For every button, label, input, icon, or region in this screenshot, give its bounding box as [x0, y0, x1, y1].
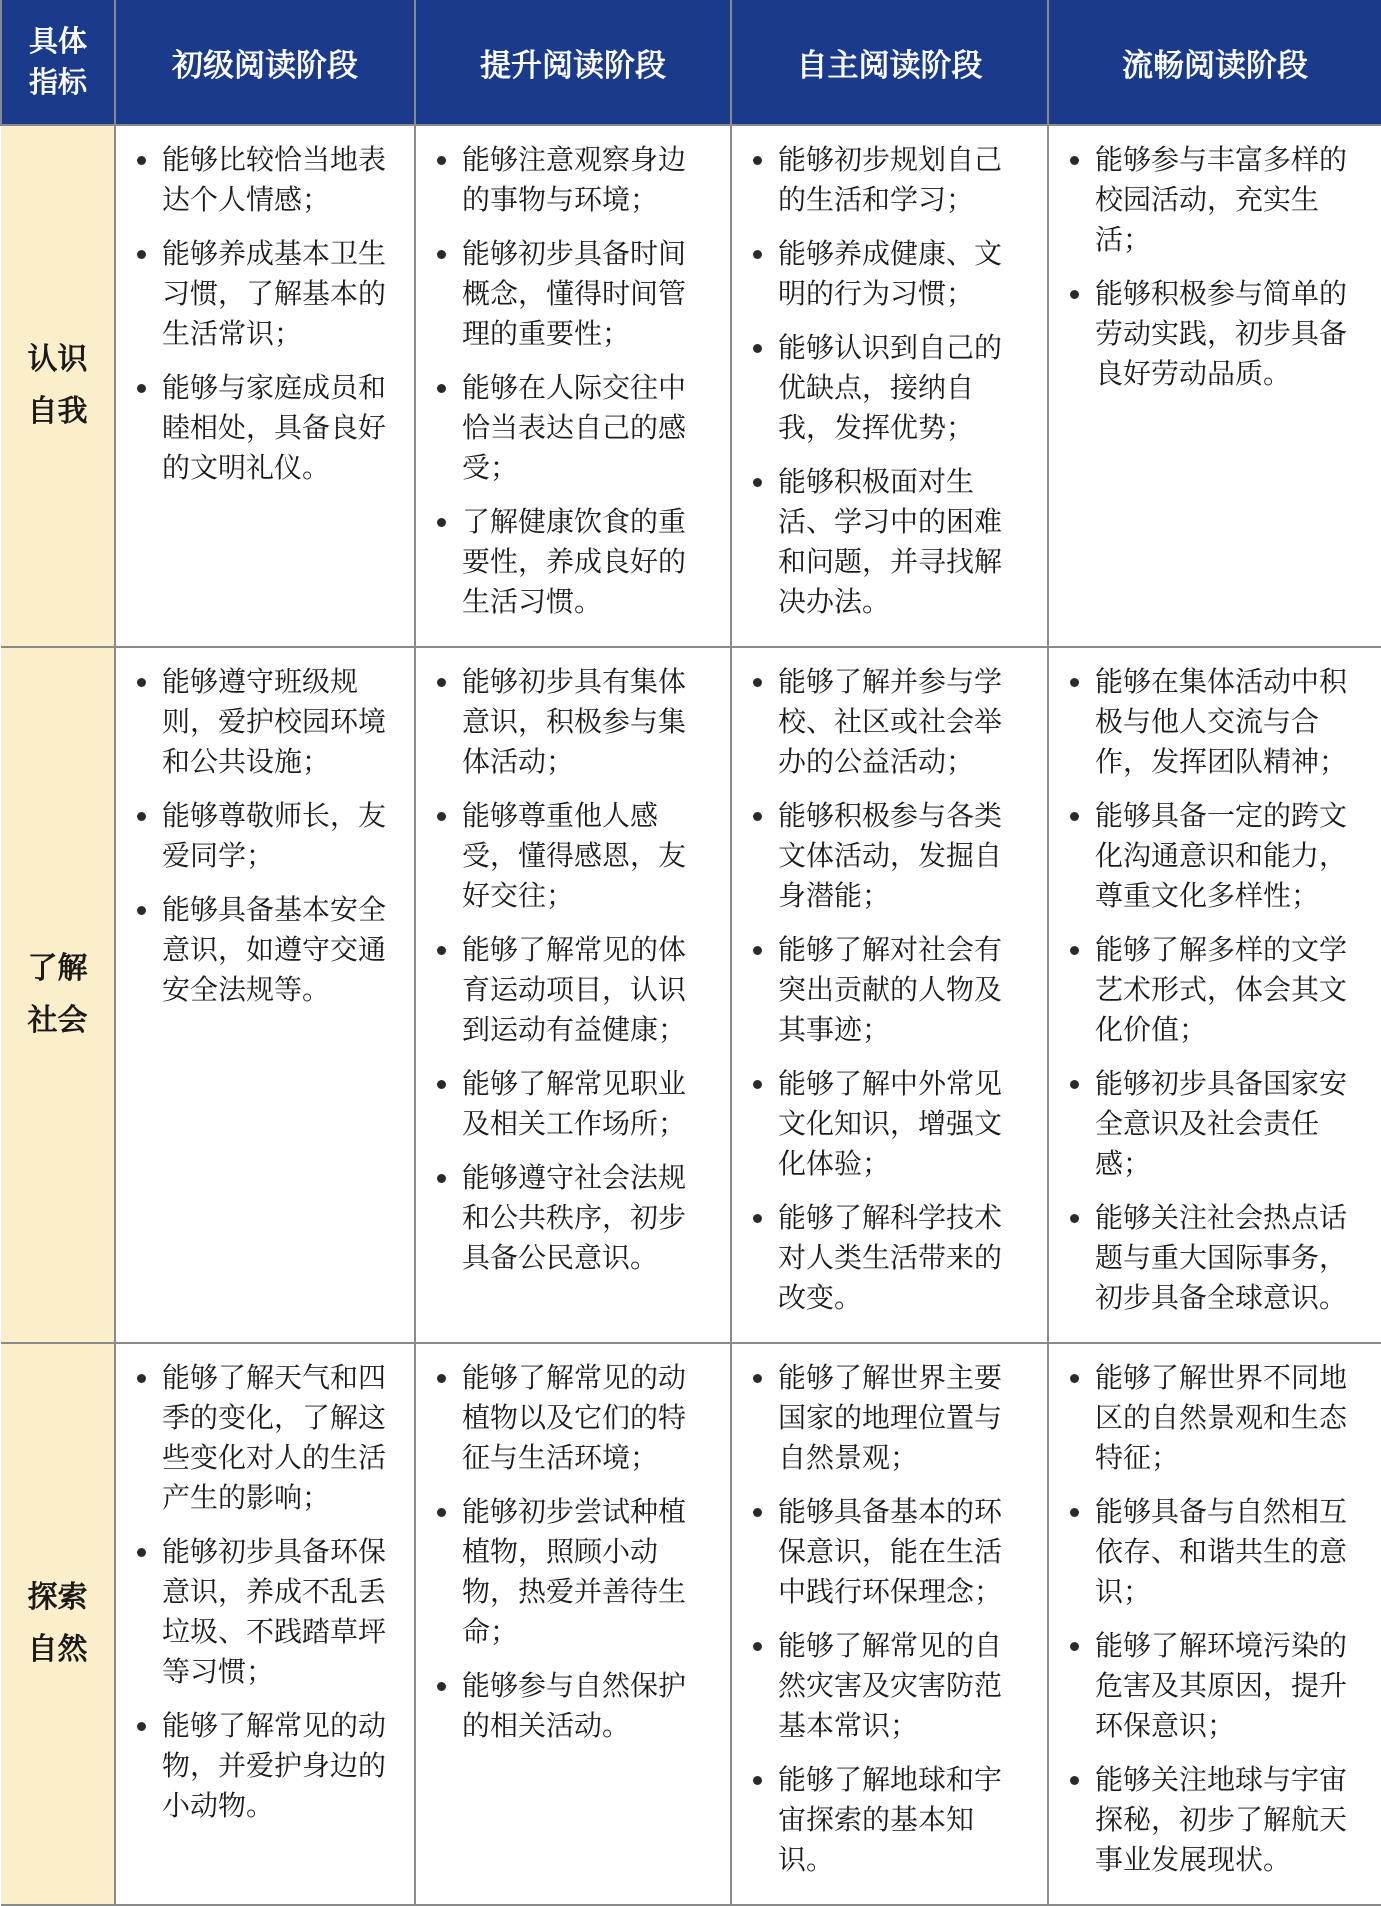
list-item: 能够注意观察身边的事物与环境； — [432, 140, 712, 220]
list-item: 能够了解环境污染的危害及其原因，提升环保意识； — [1065, 1626, 1364, 1746]
cell-self-stage3 — [731, 125, 1048, 647]
list-item: 能够在集体活动中积极与他人交流与合作，发挥团队精神； — [1065, 662, 1364, 782]
list-item: 能够具备基本的环保意识，能在生活中践行环保理念； — [748, 1492, 1029, 1612]
row-label-self: 认识 自我 — [1, 125, 115, 647]
list-item: 能够初步具备时间概念，懂得时间管理的重要性； — [432, 234, 712, 354]
list-item: 能够参与自然保护的相关活动。 — [432, 1666, 712, 1746]
cell-society-stage4 — [1048, 647, 1381, 1343]
list-item: 能够具备一定的跨文化沟通意识和能力，尊重文化多样性； — [1065, 796, 1364, 916]
list-item: 能够了解常见的体育运动项目，认识到运动有益健康； — [432, 930, 712, 1050]
list-item: 能够初步规划自己的生活和学习； — [748, 140, 1029, 220]
list-item: 能够遵守社会法规和公共秩序，初步具备公民意识。 — [432, 1158, 712, 1278]
cell-nature-stage3 — [731, 1343, 1048, 1905]
stage-header-3: 自主阅读阶段 — [731, 0, 1048, 125]
list-item: 能够尊敬师长，友爱同学； — [132, 796, 396, 876]
list-item: 能够关注社会热点话题与重大国际事务，初步具备全球意识。 — [1065, 1198, 1364, 1318]
list-item: 能够关注地球与宇宙探秘，初步了解航天事业发展现状。 — [1065, 1760, 1364, 1880]
list-item: 能够积极参与简单的劳动实践，初步具备良好劳动品质。 — [1065, 274, 1364, 394]
header-row — [1, 0, 1381, 125]
list-item: 能够了解并参与学校、社区或社会举办的公益活动； — [748, 662, 1029, 782]
cell-nature-stage2 — [415, 1343, 731, 1905]
list-item: 了解健康饮食的重要性，养成良好的生活习惯。 — [432, 502, 712, 622]
corner-line-1: 具体 — [28, 24, 87, 59]
list-item: 能够认识到自己的优缺点，接纳自我，发挥优势； — [748, 328, 1029, 448]
stage-header-4: 流畅阅读阶段 — [1048, 0, 1381, 125]
list-item: 能够初步尝试种植植物，照顾小动物，热爱并善待生命； — [432, 1492, 712, 1652]
list-item: 能够初步具备环保意识，养成不乱丢垃圾、不践踏草坪等习惯； — [132, 1532, 396, 1692]
list-item: 能够了解世界主要国家的地理位置与自然景观； — [748, 1358, 1029, 1478]
list-item: 能够初步具有集体意识，积极参与集体活动； — [432, 662, 712, 782]
list-item: 能够遵守班级规则，爱护校园环境和公共设施； — [132, 662, 396, 782]
row-label-nature: 探索 自然 — [1, 1343, 115, 1905]
list-item: 能够养成基本卫生习惯，了解基本的生活常识； — [132, 234, 396, 354]
list-item: 能够在人际交往中恰当表达自己的感受； — [432, 368, 712, 488]
list-item: 能够参与丰富多样的校园活动，充实生活； — [1065, 140, 1364, 260]
corner-line-2: 指标 — [28, 65, 87, 99]
list-item: 能够了解常见的自然灾害及灾害防范基本常识； — [748, 1626, 1029, 1746]
list-item: 能够了解地球和宇宙探索的基本知识。 — [748, 1760, 1029, 1880]
row-society — [1, 647, 1381, 1343]
list-item: 能够积极参与各类文体活动，发掘自身潜能； — [748, 796, 1029, 916]
corner-header — [1, 0, 115, 125]
list-item: 能够与家庭成员和睦相处，具备良好的文明礼仪。 — [132, 368, 396, 488]
list-item: 能够了解常见的动植物以及它们的特征与生活环境； — [432, 1358, 712, 1478]
list-item: 能够了解世界不同地区的自然景观和生态特征； — [1065, 1358, 1364, 1478]
cell-society-stage1 — [115, 647, 415, 1343]
cell-self-stage4 — [1048, 125, 1381, 647]
list-item: 能够养成健康、文明的行为习惯； — [748, 234, 1029, 314]
row-self-awareness — [1, 125, 1381, 647]
list-item: 能够初步具备国家安全意识及社会责任感； — [1065, 1064, 1364, 1184]
list-item: 能够比较恰当地表达个人情感； — [132, 140, 396, 220]
list-item: 能够了解常见职业及相关工作场所； — [432, 1064, 712, 1144]
list-item: 能够了解科学技术对人类生活带来的改变。 — [748, 1198, 1029, 1318]
cell-society-stage3 — [731, 647, 1048, 1343]
list-item: 能够具备基本安全意识，如遵守交通安全法规等。 — [132, 890, 396, 1010]
list-item: 能够尊重他人感受，懂得感恩，友好交往； — [432, 796, 712, 916]
row-label-society: 了解 社会 — [1, 647, 115, 1343]
cell-society-stage2 — [415, 647, 731, 1343]
list-item: 能够了解中外常见文化知识，增强文化体验； — [748, 1064, 1029, 1184]
row-nature — [1, 1343, 1381, 1905]
list-item: 能够了解对社会有突出贡献的人物及其事迹； — [748, 930, 1029, 1050]
stage-header-1: 初级阅读阶段 — [115, 0, 415, 125]
list-item: 能够了解天气和四季的变化，了解这些变化对人的生活产生的影响； — [132, 1358, 396, 1518]
cell-nature-stage1 — [115, 1343, 415, 1905]
list-item: 能够具备与自然相互依存、和谐共生的意识； — [1065, 1492, 1364, 1612]
cell-self-stage1 — [115, 125, 415, 647]
list-item: 能够积极面对生活、学习中的困难和问题，并寻找解决办法。 — [748, 462, 1029, 622]
list-item: 能够了解常见的动物，并爱护身边的小动物。 — [132, 1706, 396, 1826]
cell-nature-stage4 — [1048, 1343, 1381, 1905]
cell-self-stage2 — [415, 125, 731, 647]
list-item: 能够了解多样的文学艺术形式，体会其文化价值； — [1065, 930, 1364, 1050]
stage-header-2: 提升阅读阶段 — [415, 0, 731, 125]
